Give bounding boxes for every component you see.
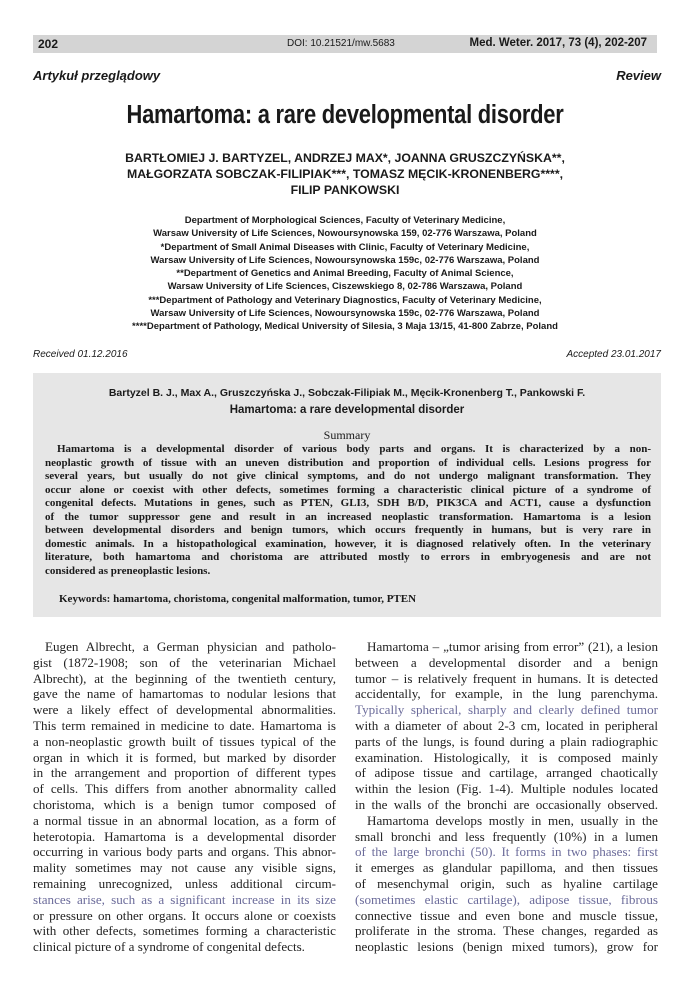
body-line: (sometimes elastic cartilage), adipose tissue, fibrous xyxy=(355,891,658,907)
article-title: Hamartoma: a rare developmental disorder xyxy=(126,101,564,129)
affiliation-line: Warsaw University of Life Sciences, Nowoursynowska 159c, 02-776 Warszawa, Poland xyxy=(150,254,540,266)
citation-authors: Bartyzel B. J., Max A., Gruszczyńska J., Sobczak-Filipiak M., Męcik-Kronenberg T., Pankowski F. xyxy=(108,387,586,399)
body-line: tumor – is relatively frequent in humans. It is detected xyxy=(355,670,658,686)
author-line: FILIP PANKOWSKI xyxy=(290,183,400,197)
body-line: in the walls of the bronchi are occasionally observed. xyxy=(355,796,658,812)
keywords: Keywords: hamartoma, choristoma, congenital malformation, tumor, PTEN xyxy=(59,593,417,605)
body-line: organ in which it is formed, but marked by disorder xyxy=(33,749,336,765)
affiliation-line: ***Department of Pathology and Veterinary Diagnostics, Faculty of Veterinary Medicine, xyxy=(148,294,542,306)
body-line: of mesenchymal origin, such as hyaline cartilage xyxy=(355,875,658,891)
summary-line: Hamartoma is a developmental disorder of various body parts and organs. It is characterized by a non- xyxy=(57,443,651,455)
body-line: in the arrangement and proportion of different types xyxy=(33,765,336,781)
summary-line: congenital defects. Mutations in genes, such as PTEN, GLI3, SDH B/D, PIK3CA and ACT1, cause a dysfunction xyxy=(45,497,651,509)
body-line: it emerges as glandular papilloma, and then tissues xyxy=(355,860,658,876)
body-line: of the large bronchi (50). It forms in two phases: first xyxy=(355,844,658,860)
body-line: gave the name of hamartomas to nodular lesions that xyxy=(33,686,336,702)
body-line: within the lesion (Fig. 1-4). Multiple nodules located xyxy=(355,781,658,797)
body-line: neoplastic lesions (benign mixed tumors), grow for xyxy=(355,939,658,955)
affiliation-line: Warsaw University of Life Sciences, Nowoursynowska 159c, 02-776 Warszawa, Poland xyxy=(150,308,540,320)
author-line: BARTŁOMIEJ J. BARTYZEL, ANDRZEJ MAX*, JOANNA GRUSZCZYŃSKA**, xyxy=(125,151,565,165)
body-line: Hamartoma develops mostly in men, usually in the xyxy=(367,812,658,828)
author-line: MAŁGORZATA SOBCZAK-FILIPIAK***, TOMASZ MĘCIK-KRONENBERG****, xyxy=(126,167,564,181)
body-line: proliferate in the stroma. These changes, regarded as xyxy=(355,923,658,939)
body-line: a non-neoplastic growth built of tissues typical of the xyxy=(33,733,336,749)
body-line: accidentally, for example, in the lung parenchyma. xyxy=(355,686,658,702)
summary-box xyxy=(33,373,661,617)
body-line: mality sometimes may not cause any visible signs, xyxy=(33,860,336,876)
body-line: heterotopia. Hamartoma is a developmental disorder xyxy=(33,828,336,844)
body-line: small bronchi and less frequently (10%) in a lumen xyxy=(355,828,658,844)
summary-line: neoplastic growth of tissue with an uneven distribution and proportion of individual cells. Lesions progress for xyxy=(45,456,651,469)
affiliation-line: ****Department of Pathology, Medical University of Silesia, 3 Maja 13/15, 41-800 Zabrze, Poland xyxy=(132,321,558,333)
body-line: remaining unrecognized, unless additional circum- xyxy=(33,875,336,891)
affiliation-line: Department of Morphological Sciences, Faculty of Veterinary Medicine, xyxy=(184,215,506,226)
body-column-right xyxy=(355,639,658,955)
affiliation-line: *Department of Small Animal Diseases with Clinic, Faculty of Veterinary Medicine, xyxy=(160,241,530,253)
author-list xyxy=(40,150,650,198)
body-line: of adipose tissue and cartilage, arranged chaotically xyxy=(355,765,658,781)
body-line: clinical picture of a syndrome of congenital defects. xyxy=(33,939,305,955)
body-line: were a likely effect of developmental abnormalities. xyxy=(33,702,336,718)
body-line: examination. Histologically, it is composed mainly xyxy=(355,749,658,765)
affiliation-line: Warsaw University of Life Sciences, Nowoursynowska 159, 02-776 Warszawa, Poland xyxy=(153,228,537,240)
accepted-date: Accepted 23.01.2017 xyxy=(566,349,661,360)
body-line: Albrecht), at the beginning of the twentieth century, xyxy=(33,670,336,686)
body-line: Eugen Albrecht, a German physician and patholo- xyxy=(45,639,336,654)
running-header xyxy=(33,35,657,53)
body-line: with other defects, sometimes forming a characteristic xyxy=(33,923,336,939)
doi: DOI: 10.21521/mw.5683 xyxy=(287,38,395,49)
page-number: 202 xyxy=(38,37,59,51)
body-line: connective tissue and even bone and muscle tissue, xyxy=(355,907,658,923)
summary-line: several years, but usually do not give clinical symptoms, and do not undergo malignant transformation. They xyxy=(45,470,651,482)
summary-line: literature, both hamartoma and choristoma are attributed mostly to errors in embryogenesis and are not xyxy=(45,551,651,563)
body-line: of cells. This differs from another abnormality called xyxy=(33,781,336,797)
body-line: gist (1872-1908; son of the veterinarian Michael xyxy=(33,654,336,670)
summary-heading: Summary xyxy=(323,428,371,442)
body-column-left xyxy=(33,639,336,955)
body-line: between a developmental disorder and a benign xyxy=(355,654,658,670)
summary-line: occur alone or coexist with other defects, sometimes forming a characteristic clinical picture of a syndrome of xyxy=(45,483,651,496)
affiliation-line: Warsaw University of Life Sciences, Ciszewskiego 8, 02-786 Warszawa, Poland xyxy=(167,281,523,293)
body-line: Hamartoma – „tumor arising from error” (21), a lesion xyxy=(367,639,658,654)
body-line: stances arise, such as a significant increase in its size xyxy=(33,891,336,907)
article-type-polish: Artykuł przeglądowy xyxy=(33,68,161,83)
summary-line: between developmental disorders and benign tumors, which occurs frequently in humans, but is very rare in xyxy=(45,524,651,536)
body-line: Typically spherical, sharply and clearly defined tumor xyxy=(355,702,658,718)
article-type-english: Review xyxy=(616,68,661,83)
received-date: Received 01.12.2016 xyxy=(33,349,128,360)
body-line: a normal tissue in an abnormal location, as a form of xyxy=(33,812,336,828)
summary-line: domestic animals. In a histopathological examination, however, it is diagnosed relatively often. In the veterinary xyxy=(45,537,651,550)
body-line: This term remained in medicine to date. Hamartoma is xyxy=(33,717,336,733)
body-line: occurring in various body parts and organs. This abnor- xyxy=(33,844,336,860)
affiliation-line: **Department of Genetics and Animal Breeding, Faculty of Animal Science, xyxy=(176,268,514,280)
summary-line: of the tumor suppressor gene and result in an increased neoplastic transformation. Hamartoma is a lesion xyxy=(45,510,651,523)
body-line: choristoma, which is a benign tumor composed of xyxy=(33,796,336,812)
body-line: with a diameter of about 2-3 cm, located in peripheral xyxy=(355,717,658,733)
summary-line: considered as preneoplastic lesions. xyxy=(45,564,211,577)
body-line: or pressure on other organs. It occurs alone or coexists xyxy=(33,907,336,923)
journal-citation: Med. Weter. 2017, 73 (4), 202-207 xyxy=(469,37,647,49)
summary-text xyxy=(45,443,651,578)
body-line: parts of the lungs, is found during a plain radiographic xyxy=(355,733,658,749)
citation-title: Hamartoma: a rare developmental disorder xyxy=(229,404,465,416)
affiliation-list xyxy=(40,214,650,334)
